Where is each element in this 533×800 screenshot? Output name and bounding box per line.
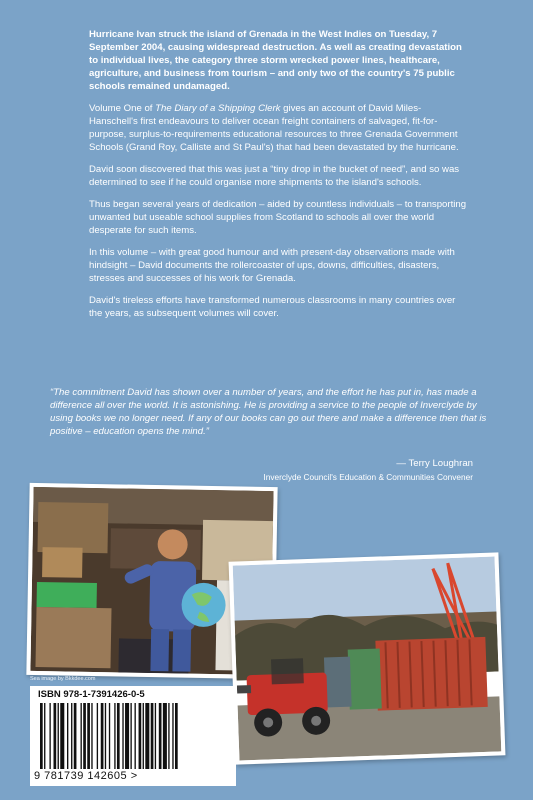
blurb-paragraph-4: Thus began several years of dedication – aided by countless individuals – to transporting unwanted but useable school supplies from Scotland to schools all over the world desperate for such items.	[89, 199, 467, 236]
book-title: The Diary of a Shipping Clerk	[155, 103, 281, 114]
barcode-bar	[83, 703, 86, 769]
barcode-bar	[101, 703, 104, 769]
barcode-bar	[168, 703, 169, 769]
barcode-bar	[155, 703, 156, 769]
barcode-bar	[81, 703, 82, 769]
isbn-barcode-box	[30, 686, 236, 786]
barcode-bar	[145, 703, 149, 769]
barcode	[36, 703, 232, 769]
barcode-bar	[87, 703, 90, 769]
blurb-p2-intro: Volume One of	[89, 103, 156, 114]
blurb-paragraph-3: David soon discovered that this was just a “tiny drop in the bucket of need”, and so was determined to see if he could organise more shipments to the island's schools.	[89, 164, 460, 188]
barcode-bar	[40, 703, 43, 769]
barcode-bar	[97, 703, 98, 769]
quote-author: — Terry Loughran	[396, 458, 473, 469]
barcode-bar	[71, 703, 72, 769]
testimonial-quote: “The commitment David has shown over a number of years, and the effort he has put in, has made a difference all over the world. It is astonishing. He is providing a service to the people of Inverclyde by using books we no longer need. If any of our books can go out there and make a difference then that is positive – education opens the mind.”	[50, 387, 487, 437]
barcode-digits: 9 781739 142605 >	[34, 770, 138, 782]
barcode-bar	[67, 703, 68, 769]
blurb-paragraph-5: In this volume – with great good humour and with present-day observations made with hindsight – David documents the rollercoaster of ups, downs, difficulties, disasters, stresses and successes of his work for Grenada.	[89, 247, 455, 284]
quote-author-title: Inverclyde Council's Education & Communities Convener	[263, 472, 473, 482]
isbn-label: ISBN 978-1-7391426-0-5	[38, 689, 145, 700]
container-yard-photo	[229, 552, 506, 764]
barcode-bar	[130, 703, 131, 769]
container-yard-photo-image	[233, 556, 502, 760]
barcode-bar	[143, 703, 144, 769]
barcode-bar	[54, 703, 57, 769]
blurb-paragraph-2	[89, 102, 469, 154]
barcode-bar	[117, 703, 120, 769]
barcode-bar	[139, 703, 142, 769]
barcode-bar	[135, 703, 136, 769]
barcode-bar	[105, 703, 106, 769]
blurb-paragraph-6: David's tireless efforts have transformed numerous classrooms in many countries over the years, as subsequent volumes will cover.	[89, 295, 456, 319]
barcode-bar	[151, 703, 154, 769]
image-credit: Sea image by Bkkdee.com	[30, 676, 96, 682]
blurb-p2-rest: gives an account of David Miles-Hanschell's first endeavours to deliver ocean freight containers of salvaged, fit-for-purpose, surplus-to-requirements educational resources to three Grenada Government Schools (Grand Roy, Calliste and St Paul's) that had been devastated by the hurricane.	[89, 103, 459, 153]
back-cover-blurb	[89, 28, 469, 329]
barcode-bar	[91, 703, 92, 769]
barcode-bar	[114, 703, 115, 769]
barcode-bar	[172, 703, 173, 769]
barcode-bar	[109, 703, 110, 769]
barcode-bar	[58, 703, 59, 769]
blurb-paragraph-1: Hurricane Ivan struck the island of Grenada in the West Indies on Tuesday, 7 September 2004, causing widespread destruction. As well as creating devastation to individual lives, the category three storm wrecked power lines, healthcare, agriculture, and business from tourism – and only two of the country's 75 public schools remained undamaged.	[89, 29, 462, 92]
barcode-bar	[125, 703, 129, 769]
barcode-bar	[163, 703, 167, 769]
barcode-bar	[49, 703, 50, 769]
barcode-bar	[74, 703, 77, 769]
barcode-bar	[159, 703, 162, 769]
barcode-bar	[122, 703, 123, 769]
barcode-bar	[44, 703, 45, 769]
barcode-bar	[60, 703, 64, 769]
barcode-bar	[175, 703, 178, 769]
